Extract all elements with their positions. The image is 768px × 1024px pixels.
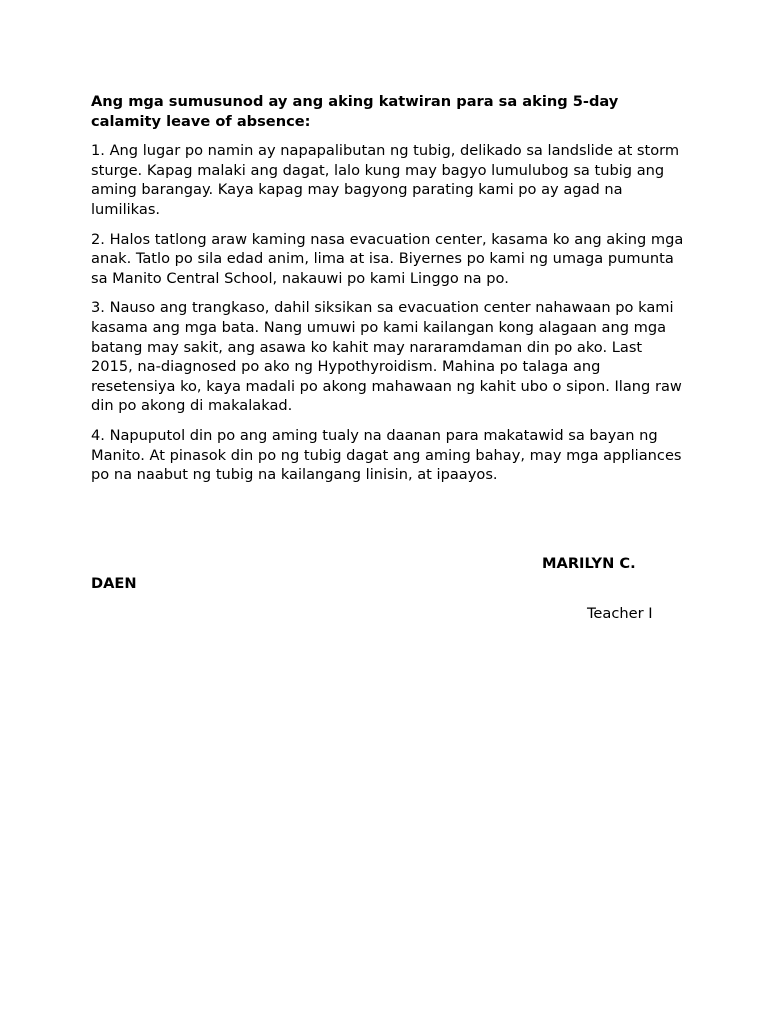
paragraph-1: 1. Ang lugar po namin ay napapalibutan ng tubig, delikado sa landslide at storm sturge. Kapag malaki ang dagat, lalo kung may bagyo lumulubog sa tubig ang aming barangay. Kaya kapag may bagyong parating kami po ay agad na lumilikas. xyxy=(91,142,680,218)
signature-name-line-2: DAEN xyxy=(91,575,137,592)
paragraph-4: 4. Napuputol din po ang aming tualy na daanan para makatawid sa bayan ng Manito. At pinasok din po ng tubig dagat ang aming bahay, may mga appliances po na naabut ng tubig na kailangang linisin, at ipaayos. xyxy=(91,426,682,484)
paragraph-3: 3. Nauso ang trangkaso, dahil siksikan sa evacuation center nahawaan po kami kasama ang mga bata. Nang umuwi po kami kailangan kong alagaan ang mga batang may sakit, ang asawa ko kahit may nararamdaman din po ako. Last 2015, na-diagnosed po ako ng Hypothyroidism. Mahina po talaga ang resetensiya ko, kaya madali po akong mahawaan ng kahit ubo o sipon. Ilang raw din po akong di makalakad. xyxy=(91,299,682,415)
letter-body xyxy=(91,92,687,495)
paragraph-2: 2. Halos tatlong araw kaming nasa evacuation center, kasama ko ang aking mga anak. Tatlo po sila edad anim, lima at isa. Biyernes po kami ng umaga pumunta sa Manito Central School, nakauwi po kami Linggo na po. xyxy=(91,230,684,287)
letter-heading: Ang mga sumusunod ay ang aking katwiran para sa aking 5-day calamity leave of absence: xyxy=(91,93,619,130)
signature-name-line-1: MARILYN C. xyxy=(542,555,636,572)
signature-title: Teacher I xyxy=(587,605,653,622)
